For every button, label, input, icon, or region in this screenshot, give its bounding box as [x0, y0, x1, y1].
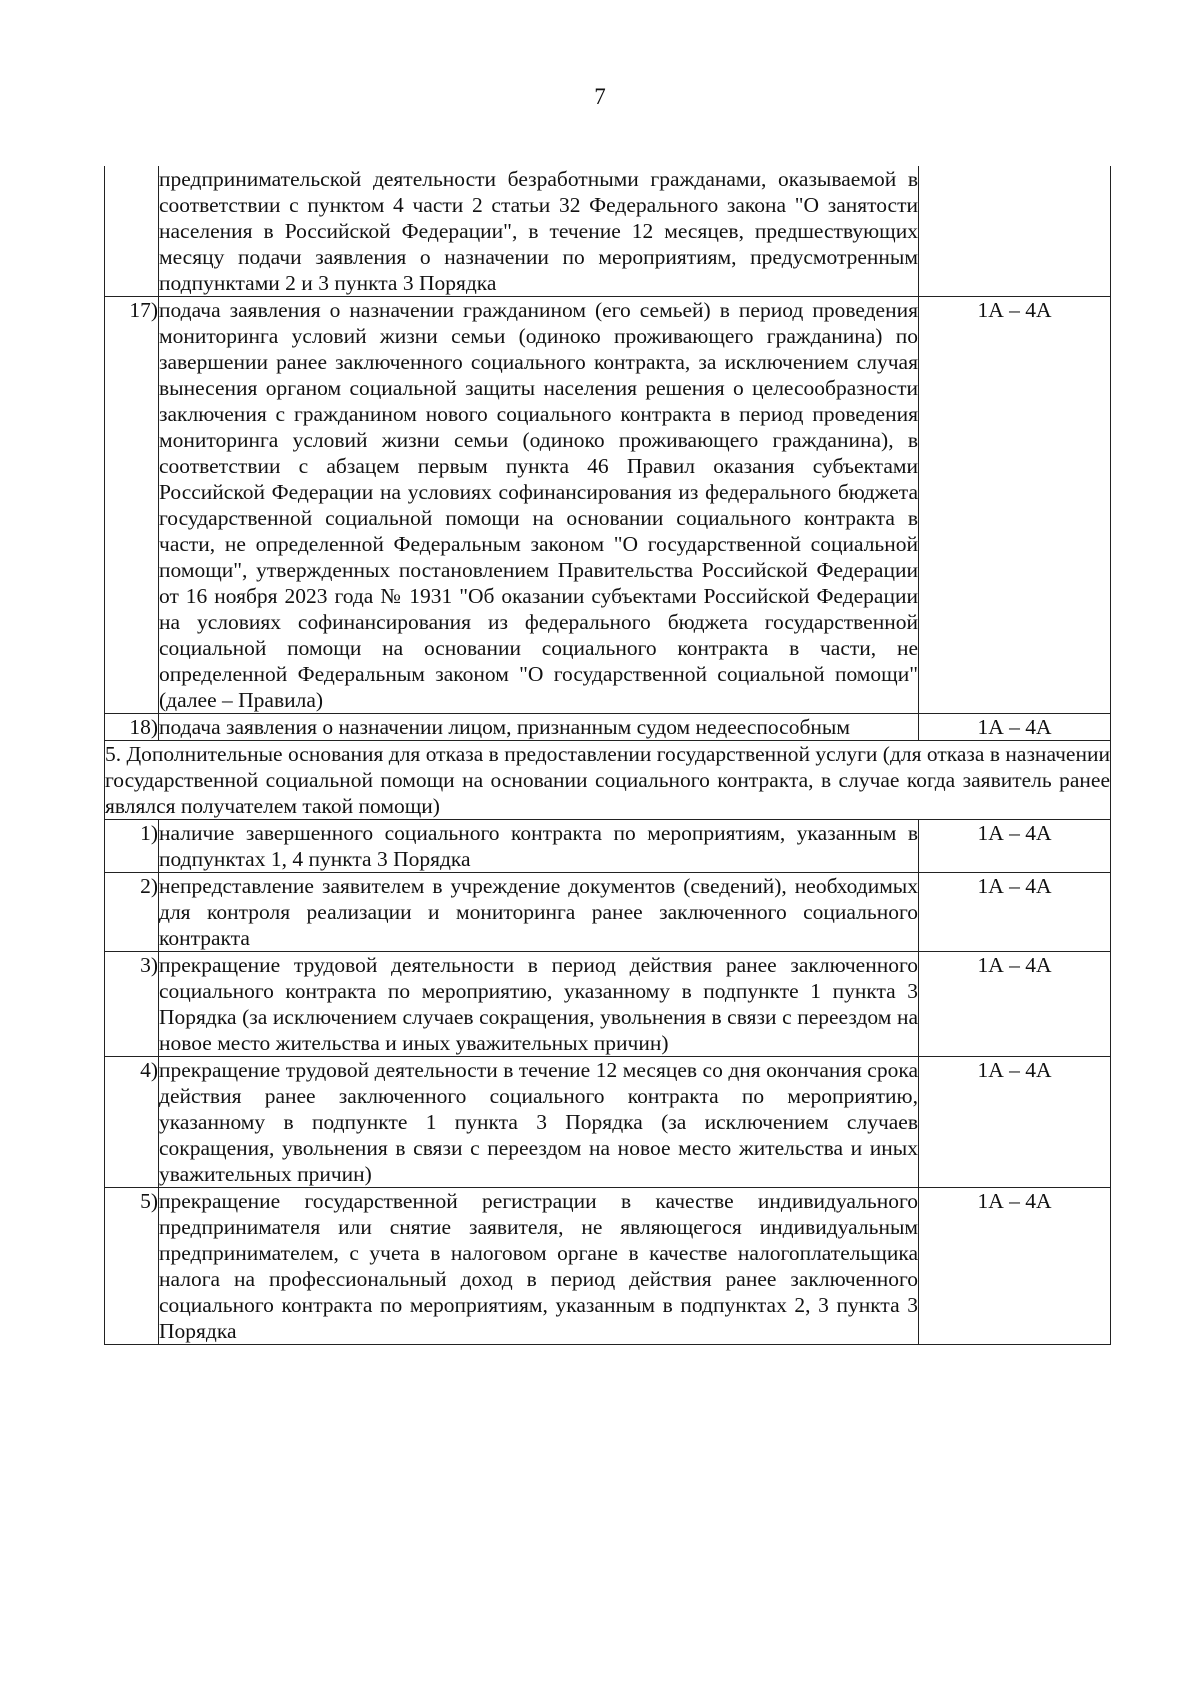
section-heading: 5. Дополнительные основания для отказа в предоставлении государственной услуги (для отказа в назначении государственной социальной помощи на основании социального контракта, в случае когда заявитель ранее являлся получателем такой помощи)	[105, 742, 1110, 818]
row-number: 5)	[105, 1188, 159, 1345]
row-code: 1А – 4А	[919, 714, 1111, 741]
table-row	[105, 714, 1111, 741]
row-number	[105, 166, 159, 297]
row-code: 1А – 4А	[919, 1057, 1111, 1188]
row-text: предпринимательской деятельности безработными гражданами, оказываемой в соответствии с пунктом 4 части 2 статьи 32 Федерального закона "О занятости населения в Российской Федерации", в течение 12 месяцев, предшествующих месяцу подачи заявления о назначении по мероприятиям, предусмотренным подпунктами 2 и 3 пункта 3 Порядка	[159, 167, 918, 295]
row-code: 1А – 4А	[919, 297, 1111, 714]
page-number: 7	[594, 84, 606, 109]
grounds-table	[104, 166, 1111, 1345]
table-row	[105, 297, 1111, 714]
row-text: прекращение трудовой деятельности в период действия ранее заключенного социального контракта по мероприятию, указанному в подпункте 1 пункта 3 Порядка (за исключением случаев сокращения, увольнения в связи с переездом на новое место жительства и иных уважительных причин)	[159, 953, 918, 1055]
section-row	[105, 741, 1111, 820]
row-number: 3)	[105, 952, 159, 1057]
row-code: 1А – 4А	[919, 820, 1111, 873]
table-row	[105, 166, 1111, 297]
row-number: 17)	[105, 297, 159, 714]
row-number: 18)	[105, 714, 159, 741]
row-text: прекращение государственной регистрации в качестве индивидуального предпринимателя или снятие заявителя, не являющегося индивидуальным предпринимателем, с учета в налоговом органе в качестве налогоплательщика налога на профессиональный доход в период действия ранее заключенного социального контракта по мероприятиям, указанным в подпунктах 2, 3 пункта 3 Порядка	[159, 1189, 918, 1343]
table-row	[105, 1188, 1111, 1345]
row-number: 2)	[105, 873, 159, 952]
row-text: подача заявления о назначении лицом, признанным судом недееспособным	[159, 714, 919, 741]
row-text: наличие завершенного социального контракта по мероприятиям, указанным в подпунктах 1, 4 пункта 3 Порядка	[159, 821, 918, 871]
row-text: прекращение трудовой деятельности в течение 12 месяцев со дня окончания срока действия ранее заключенного социального контракта по мероприятию, указанному в подпункте 1 пункта 3 Порядка (за исключением случаев сокращения, увольнения в связи с переездом на новое место жительства и иных уважительных причин)	[159, 1058, 918, 1186]
row-number: 4)	[105, 1057, 159, 1188]
row-code	[919, 166, 1111, 297]
row-code: 1А – 4А	[919, 1188, 1111, 1345]
row-number: 1)	[105, 820, 159, 873]
table-row	[105, 873, 1111, 952]
row-text: непредставление заявителем в учреждение документов (сведений), необходимых для контроля реализации и мониторинга ранее заключенного социального контракта	[159, 874, 918, 950]
row-text: подача заявления о назначении гражданином (его семьей) в период проведения мониторинга условий жизни семьи (одиноко проживающего гражданина) по завершении ранее заключенного социального контракта, за исключением случая вынесения органом социальной защиты населения решения о целесообразности заключения с гражданином нового социального контракта в период проведения мониторинга условий жизни семьи (одиноко проживающего гражданина), в соответствии с абзацем первым пункта 46 Правил оказания субъектами Российской Федерации на условиях софинансирования из федерального бюджета государственной социальной помощи на основании социального контракта в части, не определенной Федеральным законом "О государственной социальной помощи", утвержденных постановлением Правительства Российской Федерации от 16 ноября 2023 года № 1931 "Об оказании субъектами Российской Федерации на условиях софинансирования из федерального бюджета государственной социальной помощи на основании социального контракта в части, не определенной Федеральным законом "О государственной социальной помощи" (далее – Правила)	[159, 298, 918, 712]
table-row	[105, 1057, 1111, 1188]
table-row	[105, 952, 1111, 1057]
row-code: 1А – 4А	[919, 952, 1111, 1057]
table-row	[105, 820, 1111, 873]
row-code: 1А – 4А	[919, 873, 1111, 952]
